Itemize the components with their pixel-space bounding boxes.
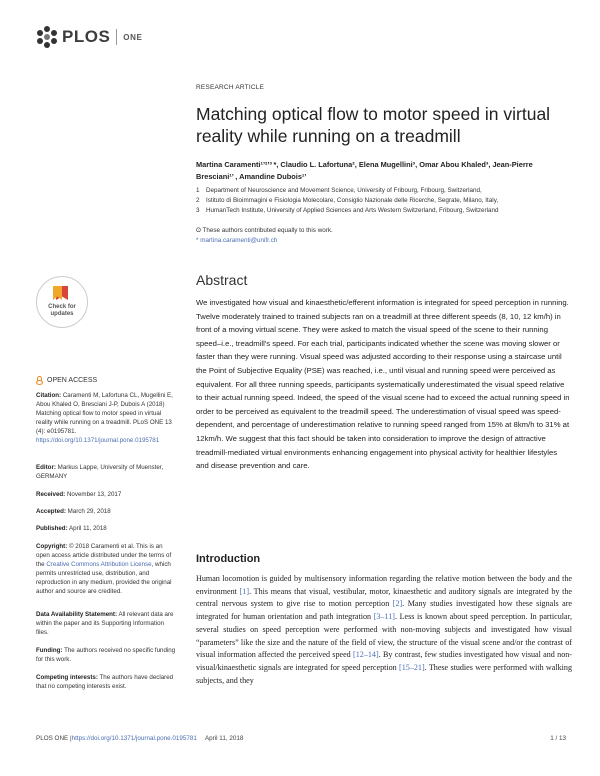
affiliation-item: 3 HumanTech Institute, University of Applied Sciences and Arts Western Switzerland, Fribourg, Switzerland bbox=[196, 206, 499, 214]
footer-doi-link[interactable]: https://doi.org/10.1371/journal.pone.0195781 bbox=[71, 735, 197, 742]
cc-license-link[interactable]: Creative Commons Attribution License bbox=[46, 561, 152, 569]
received-date: November 13, 2017 bbox=[66, 491, 122, 498]
plos-logo bbox=[36, 26, 142, 48]
editor-block bbox=[36, 463, 176, 481]
competing-interests-label: Competing interests: bbox=[36, 674, 98, 681]
open-access-badge bbox=[36, 376, 97, 385]
logo-journal: ONE bbox=[123, 32, 143, 42]
page-number: 1 / 13 bbox=[550, 735, 566, 742]
accepted-block bbox=[36, 507, 176, 516]
copyright-text-end: , which permits unrestricted use, distribution, and reproduction in any medium, provided the original author and source are credited. bbox=[36, 561, 172, 596]
abstract-text: We investigated how visual and kinaesthetic/efferent information is integrated for speed perception in running. Twelve moderately trained to trained subjects ran on a treadmill at three different speeds (8, 10, 12 km/h) in front of a moving virtual scene. They were asked to match the visual speed of the scene to their running speed–i.e., treadmill's speed. For each trial, participants indicated whether the scene was moving slower or faster than they were running. Visual speed was adjusted according to their response using a staircase until the Point of Subjective Equality (PSE) was reached, i.e., until visual and running speed were perceived as equivalent. For all three running speeds, participants systematically underestimated the visual speed relative to their actual running speed. Indeed, the speed of the visual scene had to exceed the actual running speed in order to be perceived as equivalent to the treadmill speed. The underestimation of visual speed was speed-dependent, and percentage of underestimation relative to running speed ranged from 15% at 8km/h to 31% at 12km/h. We suggest that this fact should be taken into consideration to improve the design of attractive treadmill-mediated virtual environments enhancing engagement into physical activity for healthier lifestyles and disease prevention and care. bbox=[196, 298, 570, 471]
logo-text: PLOS bbox=[62, 27, 111, 46]
footer-journal: PLOS ONE | bbox=[36, 735, 72, 742]
affiliations bbox=[196, 186, 586, 215]
check-for-updates-label: Check for updates bbox=[48, 304, 76, 317]
funding-block bbox=[36, 646, 176, 664]
editor-label: Editor: bbox=[36, 464, 56, 471]
citation-ref-link[interactable]: [3–11] bbox=[373, 612, 395, 622]
citation-text: Caramenti M, Lafortuna CL, Mugellini E, Abou Khaled O, Bresciani J-P, Dubois A (2018) Matching optical flow to motor speed in virtual reality while running on a treadmill. PLoS ONE 13 (4): e0195781. bbox=[36, 392, 173, 436]
corresponding-email-link[interactable]: * martina.caramenti@unifr.ch bbox=[196, 237, 278, 244]
logo-divider bbox=[116, 29, 117, 45]
published-date: April 11, 2018 bbox=[69, 525, 107, 532]
page-footer bbox=[36, 735, 566, 742]
citation-ref-link[interactable]: [12–14] bbox=[353, 650, 379, 660]
citation-ref-link[interactable]: [15–21] bbox=[399, 662, 425, 672]
footer-date: April 11, 2018 bbox=[204, 735, 244, 742]
data-availability-block bbox=[36, 610, 176, 637]
citation-doi-link[interactable]: https://doi.org/10.1371/journal.pone.0195781 bbox=[36, 437, 160, 445]
introduction-heading: Introduction bbox=[196, 553, 261, 565]
editor-text: Markus Lappe, University of Muenster, GERMANY bbox=[36, 464, 164, 481]
funding-text: The authors received no specific funding for this work. bbox=[36, 647, 176, 664]
open-access-label: OPEN ACCESS bbox=[47, 377, 98, 384]
citation-block bbox=[36, 391, 176, 446]
affiliation-item: 2 Istituto di Bioimmagini e Fisiologia Molecolare, Consiglio Nazionale delle Ricerche, Segrate, Milano, Italy, bbox=[196, 196, 499, 204]
citation-ref-link[interactable]: [2] bbox=[392, 599, 403, 609]
accepted-label: Accepted: bbox=[36, 508, 66, 515]
copyright-block bbox=[36, 542, 176, 597]
published-block bbox=[36, 524, 176, 533]
accepted-date: March 29, 2018 bbox=[67, 508, 111, 515]
equal-contribution-note: ʘ These authors contributed equally to this work. bbox=[196, 227, 333, 234]
received-block bbox=[36, 490, 176, 499]
citation-label: Citation: bbox=[36, 392, 62, 399]
article-title: Matching optical flow to motor speed in virtual reality while running on a treadmill bbox=[196, 104, 551, 146]
abstract-heading: Abstract bbox=[196, 272, 248, 288]
copyright-text: © 2018 Caramenti et al. This is an open access article distributed under the terms of the bbox=[36, 543, 172, 569]
affiliation-item: 1 Department of Neuroscience and Movement Science, University of Fribourg, Fribourg, Switzerland, bbox=[196, 187, 482, 194]
data-availability-label: Data Availability Statement: bbox=[36, 611, 118, 618]
author-notes bbox=[196, 226, 576, 246]
received-label: Received: bbox=[36, 491, 66, 498]
author-list: Martina Caramenti¹ʼ²ʼ³ *, Claudio L. Lafortuna², Elena Mugellini³, Omar Abou Khaled³, Jean-Pierre Bresciani¹ʼ , Amandine Dubois¹ʼ bbox=[196, 160, 533, 181]
copyright-label: Copyright: bbox=[36, 543, 68, 550]
article-type: RESEARCH ARTICLE bbox=[196, 84, 265, 91]
plos-logo-icon bbox=[36, 26, 58, 48]
competing-interests-block bbox=[36, 673, 176, 691]
bookmark-ribbon-icon bbox=[53, 286, 71, 302]
check-for-updates-badge[interactable] bbox=[36, 276, 88, 328]
open-lock-icon bbox=[36, 376, 43, 385]
published-label: Published: bbox=[36, 525, 68, 532]
data-availability-text: All relevant data are within the paper and its Supporting Information files. bbox=[36, 611, 174, 637]
introduction-paragraph: Human locomotion is guided by multisensory information regarding the relative motion between the body and the environment [1]. This means that visual, vestibular, motor, kinaesthetic and auditory signals are integrated by the central nervous system to give rise to motion perception [2]. Many studies investigated how these signals are integrated for human orientation and path integration [3–11]. Less is known about speed perception. In particular, several studies on speed perception were performed with non-moving subjects and investigated how visual “parameters” like the size and the nature of the field of view, the structure of the visual scene and/or the contrast of visual information affected the perceived speed [12–14]. By contrast, few studies investigated how visual and non-visual/kinaesthetic signals are integrated for speed perception [15–21]. These studies were performed with walking subjects, and they bbox=[196, 574, 573, 685]
funding-label: Funding: bbox=[36, 647, 63, 654]
competing-interests-text: The authors have declared that no competing interests exist. bbox=[36, 674, 174, 691]
citation-ref-link[interactable]: [1] bbox=[239, 586, 250, 596]
